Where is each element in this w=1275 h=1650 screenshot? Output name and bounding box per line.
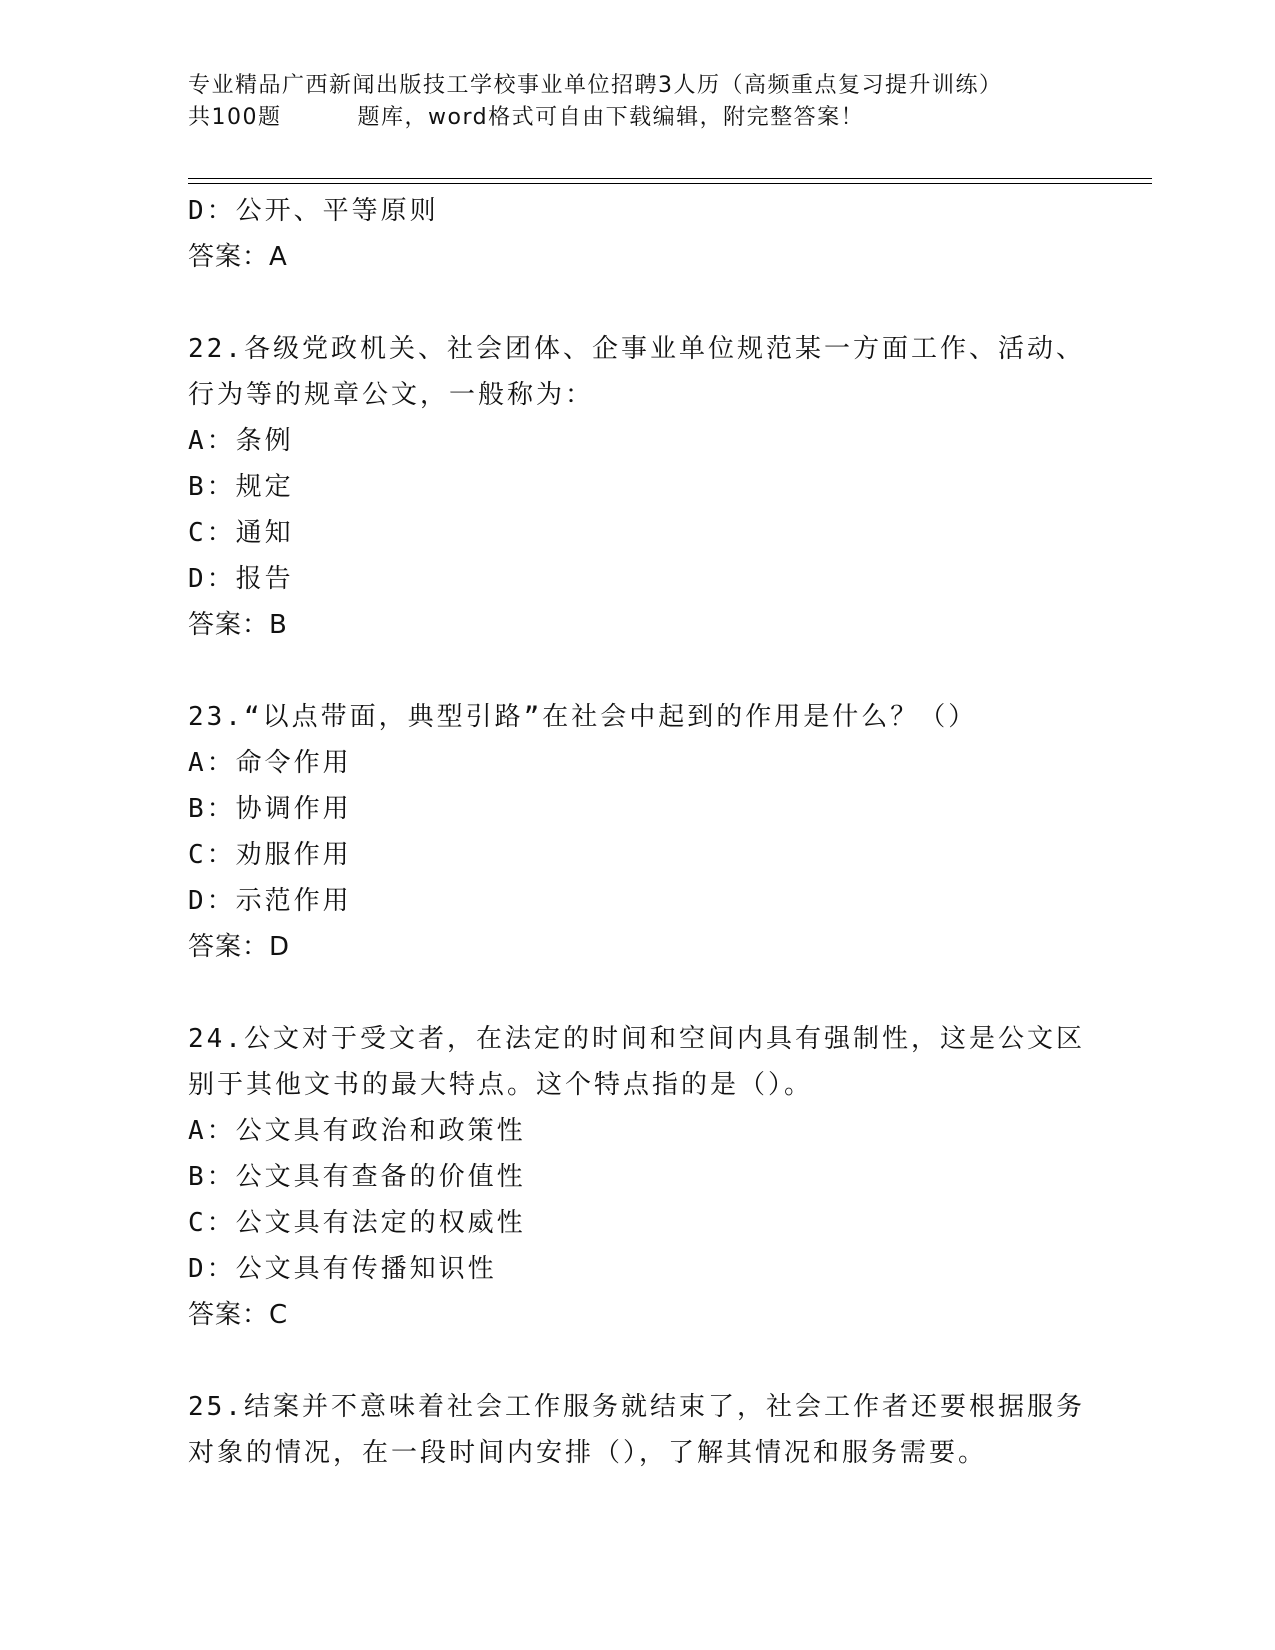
question-23 <box>188 694 1088 970</box>
option-c: C：通知 <box>188 518 294 548</box>
answer-text: 答案：D <box>188 932 291 962</box>
question-stem-line1: 23.“以点带面，典型引路”在社会中起到的作用是什么？（） <box>188 702 978 732</box>
question-22 <box>188 326 1088 648</box>
question-stem-line2: 别于其他文书的最大特点。这个特点指的是（）。 <box>188 1070 814 1100</box>
header-question-count: 共100题 <box>188 105 282 130</box>
answer-text: 答案：A <box>188 242 288 272</box>
question-24 <box>188 1016 1088 1338</box>
question-stem-line2: 行为等的规章公文，一般称为： <box>188 380 595 410</box>
option-d: D：示范作用 <box>188 886 352 916</box>
question-stem-line1: 22.各级党政机关、社会团体、企事业单位规范某一方面工作、活动、 <box>188 334 1085 364</box>
option-d: D：公开、平等原则 <box>188 196 439 226</box>
question-stem-line2: 对象的情况，在一段时间内安排（），了解其情况和服务需要。 <box>188 1438 988 1468</box>
question-21-tail <box>188 188 1088 280</box>
answer-text: 答案：C <box>188 1300 289 1330</box>
option-d: D：公文具有传播知识性 <box>188 1254 497 1284</box>
header-title-line1: 专业精品广西新闻出版技工学校事业单位招聘3人历（高频重点复习提升训练） <box>188 73 1003 98</box>
option-a: A：命令作用 <box>188 748 352 778</box>
question-stem-line1: 24.公文对于受文者，在法定的时间和空间内具有强制性，这是公文区 <box>188 1024 1085 1054</box>
option-d: D：报告 <box>188 564 294 594</box>
header-rule-top <box>188 178 1152 179</box>
page-header <box>188 70 1148 134</box>
option-a: A：公文具有政治和政策性 <box>188 1116 526 1146</box>
header-rule-bottom <box>188 183 1152 184</box>
question-25 <box>188 1384 1088 1476</box>
option-b: B：协调作用 <box>188 794 352 824</box>
option-c: C：公文具有法定的权威性 <box>188 1208 526 1238</box>
question-list <box>188 188 1088 1476</box>
option-b: B：公文具有查备的价值性 <box>188 1162 526 1192</box>
header-title-line2 <box>188 102 1148 134</box>
option-a: A：条例 <box>188 426 294 456</box>
option-b: B：规定 <box>188 472 294 502</box>
option-c: C：劝服作用 <box>188 840 352 870</box>
header-description: 题库，word格式可自由下载编辑，附完整答案！ <box>357 105 865 130</box>
question-stem-line1: 25.结案并不意味着社会工作服务就结束了，社会工作者还要根据服务 <box>188 1392 1085 1422</box>
answer-text: 答案：B <box>188 610 288 640</box>
